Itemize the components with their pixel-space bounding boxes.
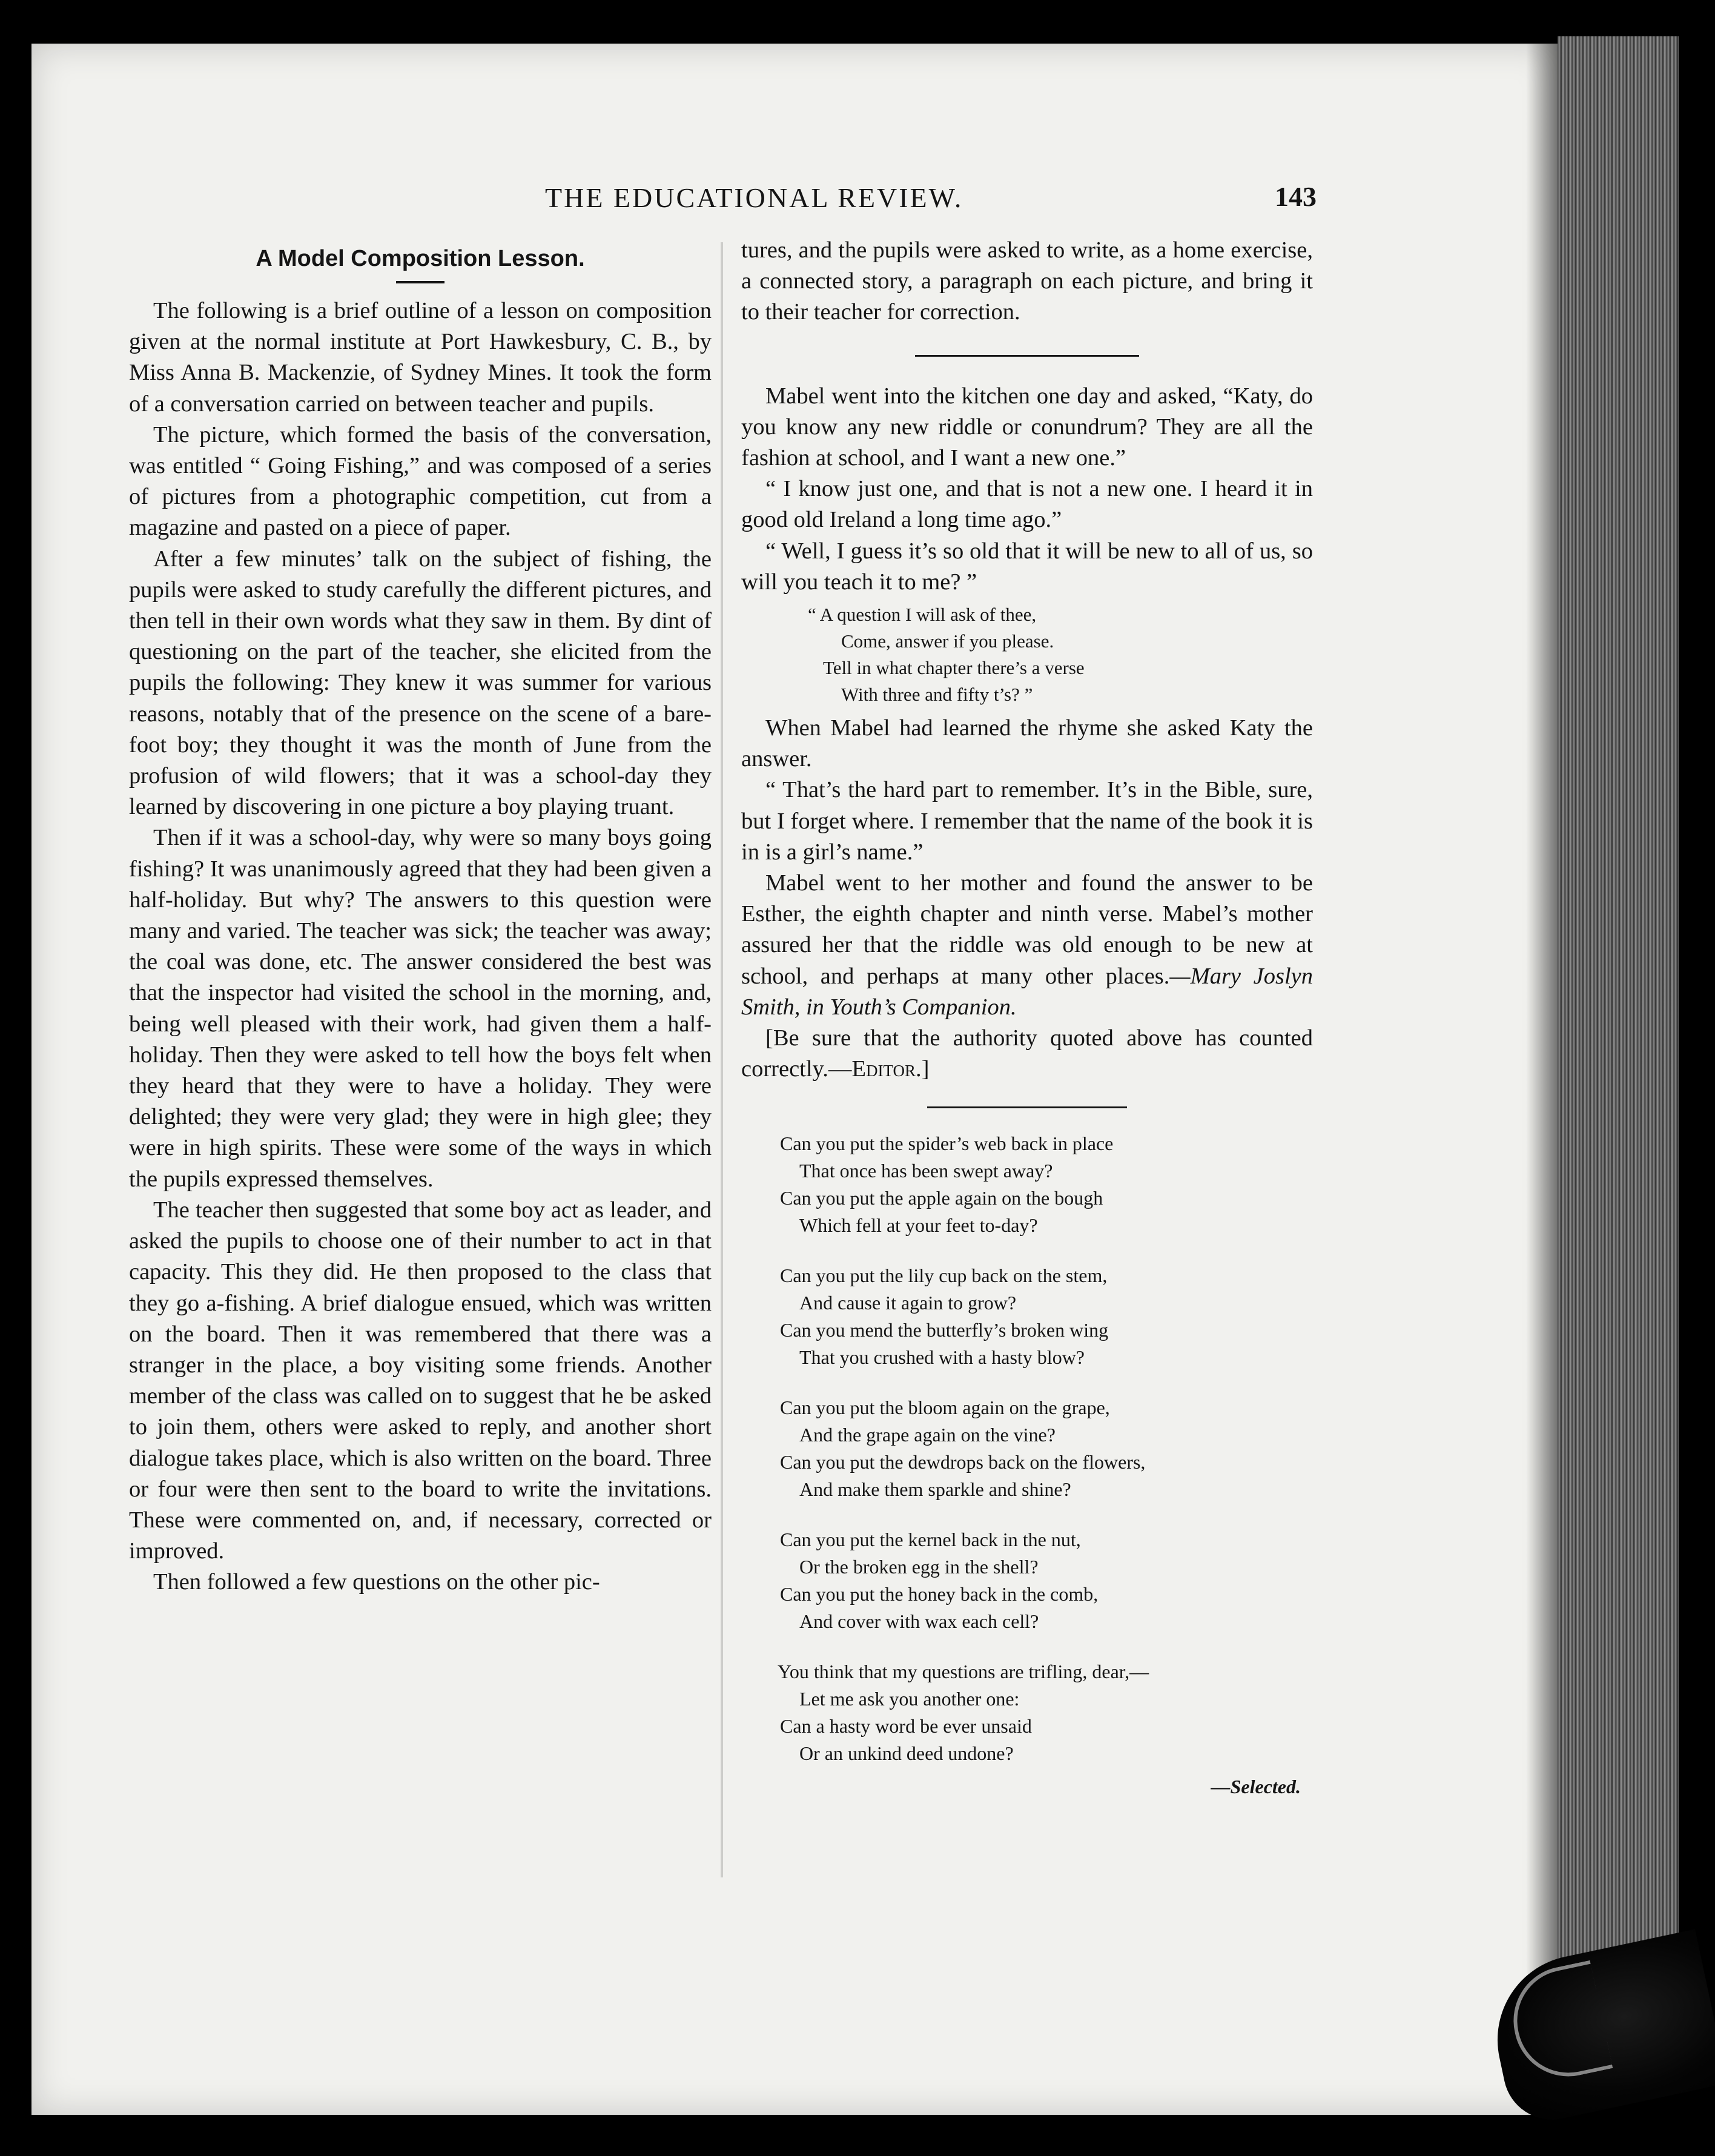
page-number: 143 (1275, 181, 1317, 212)
poem-line: Can you put the spider’s web back in place (780, 1133, 1114, 1155)
poem-line: Which fell at your feet to-day? (799, 1214, 1038, 1237)
poem (741, 1130, 1313, 1801)
editor-note (741, 1023, 1313, 1085)
editor-note-close: ] (921, 1056, 930, 1082)
right-column (741, 235, 1313, 1801)
paragraph: The teacher then suggested that some boy act as leader, and asked the pupils to choose one of their number to act in that capacity. This they did. He then proposed to the class that they go a-fishing. A brief dialogue ensued, which was written on the board. Then it was remembered that there was a stranger in the place, a boy visiting some friends. Another member of the class was called on to suggest that he be asked to join them, others were asked to reply, and another short dialogue takes place, which is also written on the board. Three or four were then sent to the board to write the invitations. These were commented on, and, if necessary, corrected or improved. (129, 1197, 712, 1564)
book-page-edges (1558, 36, 1679, 1962)
poem-stanza (741, 1394, 1313, 1503)
poem-line: Can you put the lily cup back on the stem, (780, 1265, 1108, 1287)
story-paragraph: “ Well, I guess it’s so old that it will be new to all of us, so will you teach it to me? ” (741, 538, 1313, 595)
story-paragraph (741, 868, 1313, 1023)
section-rule (927, 1106, 1127, 1108)
poem-line: Or an unkind deed undone? (799, 1742, 1014, 1765)
story-text: Mabel went to her mother and found the answer to be Esther, the eighth chapter and ninth verse. Mabel’s mother assured her that the riddle was old enough to be new at school, and perhaps at many other places. (741, 870, 1313, 989)
article-title: A Model Composition Lesson. (256, 246, 585, 271)
attribution: —Mary Joslyn Smith, in Youth’s Companion. (741, 963, 1313, 1020)
poem-line: And make them sparkle and shine? (799, 1478, 1071, 1501)
running-header: THE EDUCATIONAL REVIEW. (545, 182, 963, 213)
poem-line: And the grape again on the vine? (799, 1424, 1056, 1446)
poem-line: Can a hasty word be ever unsaid (780, 1715, 1032, 1738)
verse-line: Tell in what chapter there’s a verse (823, 657, 1085, 679)
poem-line: Or the broken egg in the shell? (799, 1556, 1039, 1578)
poem-stanza (741, 1658, 1313, 1767)
column-divider (721, 242, 723, 1877)
poem-stanza (741, 1526, 1313, 1635)
poem-line: Can you put the bloom again on the grape, (780, 1397, 1110, 1419)
title-rule (396, 281, 444, 283)
editor-name: Editor. (851, 1056, 922, 1082)
story-paragraph: “ I know just one, and that is not a new one. I heard it in good old Ireland a long time ago.” (741, 476, 1313, 533)
continuation-paragraph: tures, and the pupils were asked to write, as a home exercise, a connected story, a paragraph on each picture, and bring it to their teacher for correction. (741, 237, 1313, 325)
poem-line: Can you put the apple again on the bough (780, 1187, 1103, 1209)
poem-line: You think that my questions are trifling, dear,— (778, 1661, 1149, 1683)
poem-line: Can you put the dewdrops back on the flowers, (780, 1451, 1146, 1473)
paragraph: Then followed a few questions on the other pic- (153, 1569, 600, 1595)
poem-signature: —Selected. (1211, 1776, 1301, 1798)
poem-line: That once has been swept away? (799, 1160, 1053, 1182)
section-rule (915, 355, 1139, 357)
story-paragraph: Mabel went into the kitchen one day and asked, “Katy, do you know any new riddle or conundrum? They are all the fashion at school, and I want a new one.” (741, 383, 1313, 471)
verse-line: With three and fifty t’s? ” (841, 684, 1033, 706)
riddle-verse (741, 601, 1313, 708)
poem-line: Can you put the kernel back in the nut, (780, 1529, 1081, 1551)
paragraph: After a few minutes’ talk on the subject of fishing, the pupils were asked to study carefully the different pictures, and then tell in their own words what they saw in them. By dint of questioning on the part of the teacher, she elicited from the pupils the following: They knew it was summer for various reasons, notably that of the presence on the scene of a bare-foot boy; they thought it was the month of June from the profusion of wild flowers; that it was a school-day they learned by discovering in one picture a boy playing truant. (129, 546, 712, 820)
poem-stanza (741, 1262, 1313, 1371)
left-column (129, 235, 712, 1598)
poem-line: And cause it again to grow? (799, 1292, 1017, 1314)
editor-note-text: [Be sure that the authority quoted above has counted correctly.— (741, 1025, 1313, 1082)
poem-stanza (741, 1130, 1313, 1239)
poem-line: Let me ask you another one: (799, 1688, 1020, 1710)
story-paragraph: “ That’s the hard part to remember. It’s in the Bible, sure, but I forget where. I remember that the name of the book it is in is a girl’s name.” (741, 777, 1313, 865)
story-paragraph: When Mabel had learned the rhyme she asked Katy the answer. (741, 715, 1313, 772)
poem-line: Can you mend the butterfly’s broken wing (780, 1319, 1109, 1341)
paragraph: Then if it was a school-day, why were so many boys going fishing? It was unanimously agreed that they had been given a half-holiday. But why? The answers to this question were many and varied. The teacher was sick; the teacher was away; the coal was done, etc. The answer considered the best was that the inspector had visited the school in the morning, and, being well pleased with their work, had given them a half-holiday. Then they were asked to tell how the boys felt when they heard that they were to have a holiday. They were delighted; they were very glad; they were in high glee; they were in high spirits. These were some of the ways in which the pupils expressed themselves. (129, 825, 712, 1192)
poem-line: That you crushed with a hasty blow? (799, 1346, 1085, 1369)
verse-line: “ A question I will ask of thee, (808, 604, 1037, 626)
paragraph: The picture, which formed the basis of the conversation, was entitled “ Going Fishing,” and was composed of a series of pictures from a photographic competition, cut from a magazine and pasted on a piece of paper. (129, 422, 712, 541)
verse-line: Come, answer if you please. (841, 630, 1054, 652)
poem-line: And cover with wax each cell? (799, 1610, 1039, 1633)
gutter-shadow (1526, 44, 1562, 2115)
paragraph: The following is a brief outline of a lesson on composition given at the normal institute at Port Hawkesbury, C. B., by Miss Anna B. Mackenzie, of Sydney Mines. It took the form of a conversation carried on between teacher and pupils. (129, 298, 712, 417)
poem-line: Can you put the honey back in the comb, (780, 1583, 1099, 1605)
